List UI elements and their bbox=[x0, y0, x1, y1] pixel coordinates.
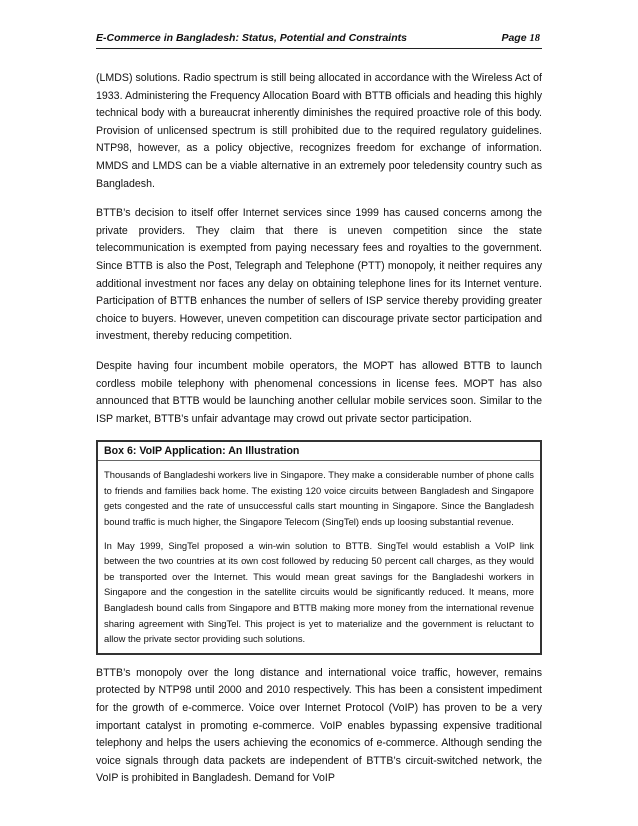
paragraph: Despite having four incumbent mobile operators, the MOPT has allowed BTTB to launch cordless mobile telephony with phenomenal concessions in license fees. MOPT has also announced that BTTB would be launching another cellular mobile services soon. Similar to the ISP market, BTTB’s unfair advantage may crowd out private sector participation. bbox=[96, 359, 542, 425]
illustration-box bbox=[96, 440, 542, 655]
page-header bbox=[96, 28, 542, 49]
paragraph: BTTB’s monopoly over the long distance and international voice traffic, however, remains protected by NTP98 until 2000 and 2010 respectively. This has been a consistent impediment for the growth of e-commerce. Voice over Internet Protocol (VoIP) has proven to be a very important catalyst in promoting e-commerce. VoIP enables bypassing expensive traditional telephony and helps the users achieving the economics of e-commerce. Although sending the voice signals through data packets are independent of BTTB’s circuit-switched network, the VoIP is prohibited in Bangladesh. Demand for VoIP bbox=[96, 666, 542, 785]
document-body bbox=[96, 70, 542, 800]
box-paragraph: In May 1999, SingTel proposed a win-win solution to BTTB. SingTel would establish a VoIP link between the two countries at its own cost followed by reducing 50 percent call charges, as they would be transported over the Internet. This would mean great savings for the Bangladeshi workers in Singapore and the congestion in the satellite circuits would be significantly reduced. It means, more Bangladesh bound calls from Singapore and BTTB making more money from the international revenue sharing agreement with SingTel. This project is yet to materialize and the government is reluctant to allow the private sector providing such solutions. bbox=[104, 539, 534, 645]
page-indicator bbox=[501, 32, 540, 44]
paragraph: (LMDS) solutions. Radio spectrum is still being allocated in accordance with the Wireless Act of 1933. Administering the Frequency Allocation Board with BTTB officials and heading this highly technical body with a bureaucrat inherently diminishes the required proactive role of this body. Provision of unlicensed spectrum is still prohibited due to the required regulatory guidelines. NTP98, however, as a policy objective, recognizes freedom for exchange of information. MMDS and LMDS can be a viable alternative in an extremely poor teledensity country such as Bangladesh. bbox=[96, 72, 542, 190]
page-label: Page bbox=[501, 32, 527, 44]
paragraph: BTTB’s decision to itself offer Internet services since 1999 has caused concerns among the private providers. They claim that there is uneven competition since the state telecommunication is exempted from paying necessary fees and royalties to the government. Since BTTB is also the Post, Telegraph and Telephone (PTT) monopoly, it neither requires any additional investment nor faces any delay on obtaining telephone lines for its Internet venture. Participation of BTTB enhances the number of sellers of ISP service thereby providing greater choice to buyers. However, uneven competition can discourage private sector participation and investment, thereby reducing competition. bbox=[96, 207, 542, 343]
page-number: 18 bbox=[529, 33, 540, 44]
box-paragraph: Thousands of Bangladeshi workers live in Singapore. They make a considerable number of phone calls to friends and families back home. The existing 120 voice circuits between Bangladesh and Singapore gets congested and the rate of unsuccessful calls start mounting in Singapore. Since the Bangladesh bound traffic is much higher, the Singapore Telecom (SingTel) ends up loosing substantial revenue. bbox=[104, 469, 534, 528]
document-title: E-Commerce in Bangladesh: Status, Potential and Constraints bbox=[96, 32, 407, 44]
box-title: Box 6: VoIP Application: An Illustration bbox=[98, 442, 540, 461]
